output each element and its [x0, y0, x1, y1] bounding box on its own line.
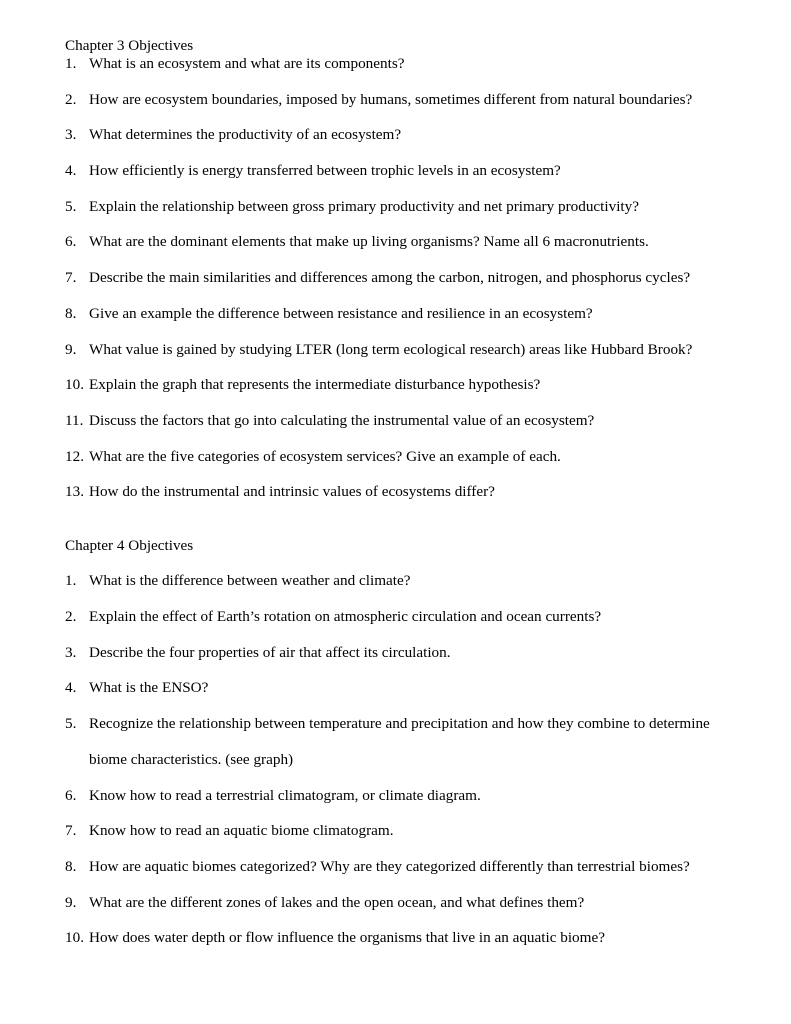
objective-item	[65, 929, 765, 947]
chapter3-heading: Chapter 3 Objectives	[65, 37, 194, 54]
objective-item	[65, 679, 765, 697]
objective-item	[65, 198, 765, 216]
item-number: 5.	[65, 715, 77, 732]
objective-item	[65, 91, 765, 109]
item-number: 13.	[65, 483, 84, 500]
objective-item	[65, 715, 765, 733]
objective-item	[65, 126, 765, 144]
item-text: What value is gained by studying LTER (long term ecological research) areas like Hubbard Brook?	[89, 341, 693, 358]
objective-item	[65, 858, 765, 876]
objective-item	[65, 572, 765, 590]
item-text-continuation: biome characteristics. (see graph)	[89, 751, 294, 768]
item-text: How are ecosystem boundaries, imposed by humans, sometimes different from natural boundaries?	[89, 91, 693, 108]
objective-item	[65, 608, 765, 626]
item-text: What are the five categories of ecosystem services? Give an example of each.	[89, 448, 561, 465]
item-text: What determines the productivity of an ecosystem?	[89, 126, 402, 143]
item-number: 9.	[65, 894, 77, 911]
item-text: What is the difference between weather and climate?	[89, 572, 411, 589]
item-number: 11.	[65, 412, 84, 429]
objective-item	[65, 305, 765, 323]
item-text: Explain the graph that represents the intermediate disturbance hypothesis?	[89, 376, 541, 393]
objective-item	[65, 55, 765, 73]
objective-item	[65, 376, 765, 394]
item-number: 7.	[65, 269, 77, 286]
item-number: 6.	[65, 787, 77, 804]
item-text: Discuss the factors that go into calculating the instrumental value of an ecosystem?	[89, 412, 595, 429]
objective-item	[65, 822, 765, 840]
item-text: How does water depth or flow influence the organisms that live in an aquatic biome?	[89, 929, 605, 946]
item-number: 3.	[65, 644, 77, 661]
item-text: What is the ENSO?	[89, 679, 209, 696]
item-number: 2.	[65, 91, 77, 108]
objective-item	[65, 787, 765, 805]
item-number: 4.	[65, 679, 77, 696]
item-number: 5.	[65, 198, 77, 215]
item-number: 1.	[65, 55, 77, 72]
item-text: Know how to read an aquatic biome climatogram.	[89, 822, 394, 839]
item-text: Give an example the difference between resistance and resilience in an ecosystem?	[89, 305, 593, 322]
objective-item	[65, 894, 765, 912]
item-number: 10.	[65, 376, 84, 393]
item-text: What is an ecosystem and what are its components?	[89, 55, 405, 72]
objective-item	[65, 644, 765, 662]
objective-item	[65, 483, 765, 501]
item-text: How are aquatic biomes categorized? Why are they categorized differently than terrestrial biomes?	[89, 858, 690, 875]
objective-item	[65, 269, 765, 287]
item-number: 2.	[65, 608, 77, 625]
objective-item	[65, 162, 765, 180]
item-text: How do the instrumental and intrinsic values of ecosystems differ?	[89, 483, 495, 500]
item-text: Explain the relationship between gross primary productivity and net primary productivity?	[89, 198, 639, 215]
item-number: 4.	[65, 162, 77, 179]
item-text: How efficiently is energy transferred between trophic levels in an ecosystem?	[89, 162, 561, 179]
item-text: Describe the four properties of air that affect its circulation.	[89, 644, 451, 661]
chapter4-heading: Chapter 4 Objectives	[65, 537, 194, 554]
item-number: 7.	[65, 822, 77, 839]
item-text: Explain the effect of Earth’s rotation on atmospheric circulation and ocean currents?	[89, 608, 602, 625]
objective-item	[65, 233, 765, 251]
objective-item	[65, 412, 765, 430]
item-number: 3.	[65, 126, 77, 143]
item-text: Know how to read a terrestrial climatogram, or climate diagram.	[89, 787, 481, 804]
item-text: What are the different zones of lakes and the open ocean, and what defines them?	[89, 894, 585, 911]
item-number: 12.	[65, 448, 84, 465]
objective-item	[65, 341, 765, 359]
item-number: 10.	[65, 929, 84, 946]
item-number: 6.	[65, 233, 77, 250]
item-number: 9.	[65, 341, 77, 358]
item-number: 8.	[65, 858, 77, 875]
item-number: 1.	[65, 572, 77, 589]
objective-item	[65, 448, 765, 466]
item-number: 8.	[65, 305, 77, 322]
item-text: Describe the main similarities and differences among the carbon, nitrogen, and phosphorus cycles?	[89, 269, 691, 286]
item-text: Recognize the relationship between temperature and precipitation and how they combine to determine	[89, 715, 710, 732]
item-text: What are the dominant elements that make up living organisms? Name all 6 macronutrients.	[89, 233, 649, 250]
